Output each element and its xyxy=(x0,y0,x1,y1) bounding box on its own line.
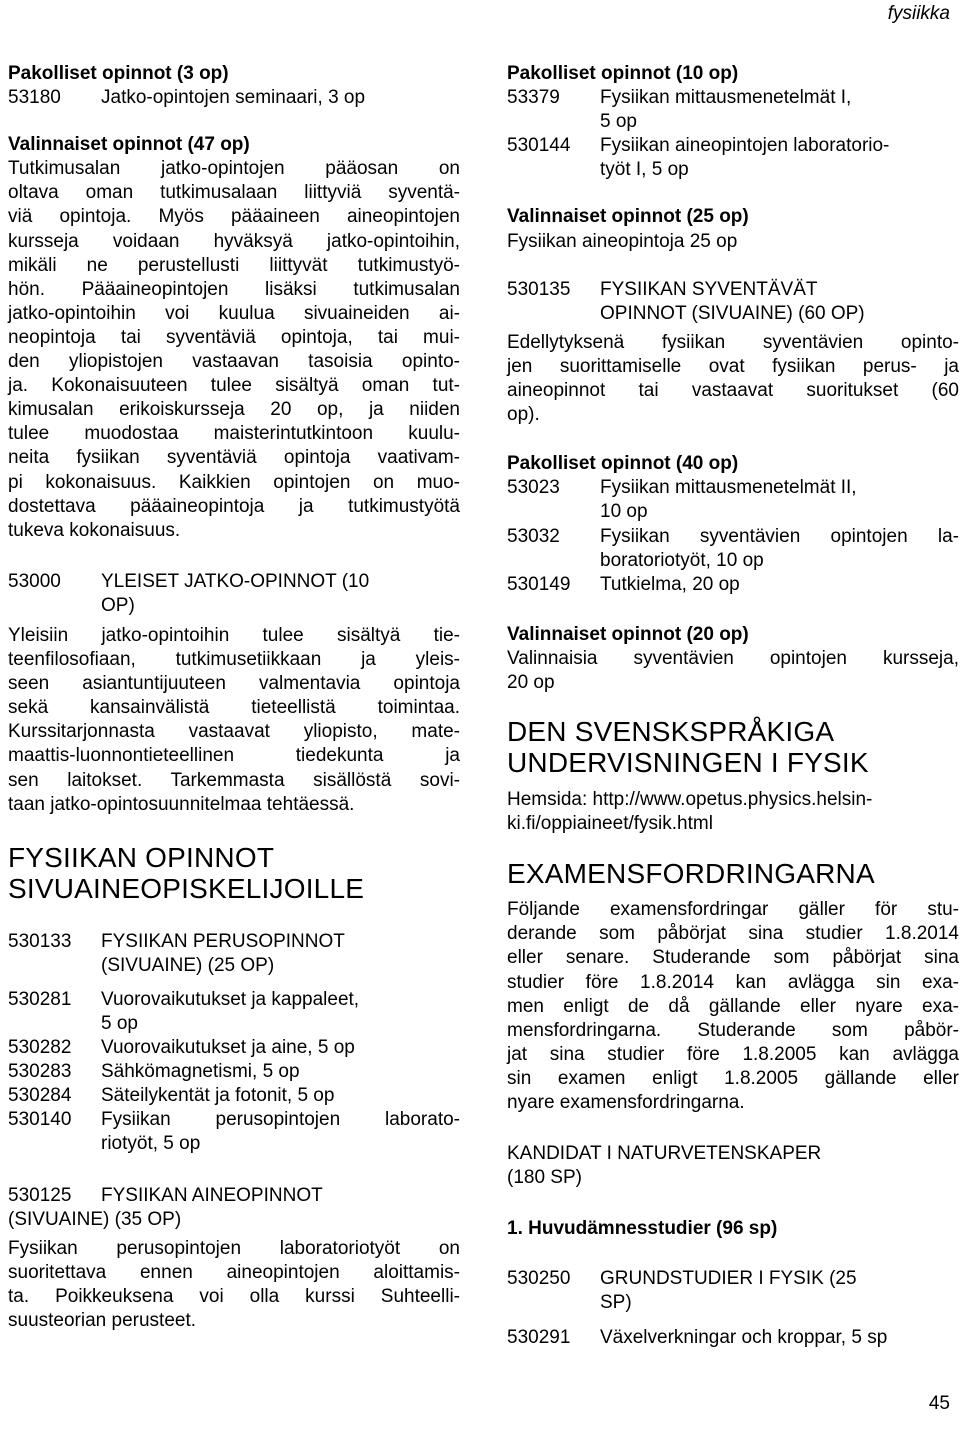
course-code: 530125 xyxy=(8,1184,72,1206)
text-line: neita fysiikan syventäviä opintoja vaativam- xyxy=(8,447,460,469)
course-title-line: Fysiikan aineopintojen laboratorio- xyxy=(600,135,890,157)
course-title-line: boratoriotyöt, 10 op xyxy=(600,549,764,571)
section-mandatory-studies xyxy=(507,62,959,182)
course-title-line: Fysiikan syventävien opintojen la- xyxy=(600,525,959,547)
text-line: pi kokonaisuus. Kaikkien opintojen on muo- xyxy=(8,471,460,493)
course-name: Växelverkningar och kroppar, 5 sp xyxy=(600,1326,888,1348)
course-title-line: (SIVUAINE) (35 OP) xyxy=(8,1208,182,1230)
course-name: Jatko-opintojen seminaari, 3 op xyxy=(101,87,366,109)
main-heading xyxy=(8,842,460,904)
text-line: tulee muodostaa maisterintutkintoon kuulu- xyxy=(8,423,460,445)
course-row xyxy=(8,1084,460,1108)
paragraph xyxy=(507,898,959,1115)
course-title-line: Fysiikan mittausmenetelmät I, xyxy=(600,87,852,109)
text-line: mikäli ne perustellusti liittyvät tutkimustyö- xyxy=(8,254,460,276)
course-title-line: Fysiikan perusopintojen laborato- xyxy=(101,1109,460,1131)
section-title: Valinnaiset opinnot (20 op) xyxy=(507,623,749,645)
text-line: jatko-opintoihin voi kuulua sivuaineiden ai- xyxy=(8,302,460,324)
course-row xyxy=(507,86,959,134)
text-line: suoritettava ennen aineopintojen aloittamis- xyxy=(8,1261,460,1283)
course-code: 530282 xyxy=(8,1037,72,1059)
course-row xyxy=(8,86,460,110)
course-row xyxy=(507,1326,959,1350)
course-code: 53379 xyxy=(507,87,560,109)
course-name: Vuorovaikutukset ja aine, 5 op xyxy=(101,1037,355,1059)
course-name: Sähkömagnetismi, 5 op xyxy=(101,1061,300,1083)
course-code: 53032 xyxy=(507,525,560,547)
section-bachelor-degree xyxy=(507,1142,959,1190)
course-code: 530135 xyxy=(507,278,571,300)
section-heading xyxy=(8,570,460,618)
course-code: 530149 xyxy=(507,573,571,595)
section-elective-studies xyxy=(507,205,959,253)
text-line: Valinnaisia syventävien opintojen kursseja, xyxy=(507,647,959,669)
course-row xyxy=(8,1060,460,1084)
course-title-line: Vuorovaikutukset ja kappaleet, xyxy=(101,988,360,1010)
course-code: 53000 xyxy=(8,570,61,592)
course-name: Tutkielma, 20 op xyxy=(600,573,740,595)
heading-line: FYSIIKAN OPINNOT xyxy=(8,841,275,873)
section-elective-advanced xyxy=(507,623,959,695)
text-line: ki.fi/oppiaineet/fysik.html xyxy=(507,813,713,835)
text-line: 20 op xyxy=(507,671,555,693)
course-title-line: GRUNDSTUDIER I FYSIK (25 xyxy=(600,1268,857,1290)
text-line: sin examen enligt 1.8.2005 gällande eller xyxy=(507,1067,959,1089)
course-row xyxy=(8,930,460,978)
section-mandatory-advanced xyxy=(507,452,959,597)
section-title: Pakolliset opinnot (3 op) xyxy=(8,63,229,84)
course-title-line: SP) xyxy=(600,1292,632,1314)
text-line: tukeva kokonaisuus. xyxy=(8,519,181,541)
section-title: Pakolliset opinnot (10 op) xyxy=(507,63,739,84)
course-title-line: OPINNOT (SIVUAINE) (60 OP) xyxy=(600,302,865,324)
text-line: suusteorian perusteet. xyxy=(8,1310,197,1332)
section-heading xyxy=(507,278,959,326)
text-line: neopintoja tai syventäviä opintoja, tai mui- xyxy=(8,326,460,348)
text-line: sekä kansainvälistä tieteellistä toimintaa. xyxy=(8,697,460,719)
course-title-line: (SIVUAINE) (25 OP) xyxy=(101,954,275,976)
left-column xyxy=(8,62,460,1333)
text-line: mensfordringarna. Studerande som påbör- xyxy=(507,1019,959,1041)
text-line: eller senare. Studerande som påbörjat sina xyxy=(507,947,959,969)
text-line: kursseja voidaan hyväksyä jatko-opintoihin, xyxy=(8,230,460,252)
heading-line: UNDERVISNINGEN I FYSIK xyxy=(507,747,869,779)
degree-title-line: KANDIDAT I NATURVETENSKAPER xyxy=(507,1143,822,1165)
page-number: 45 xyxy=(928,1393,950,1414)
text-line: studier före 1.8.2014 kan avlägga sin exa- xyxy=(507,971,959,993)
section-elective-studies xyxy=(8,133,460,543)
course-row xyxy=(507,134,959,182)
section-swedish-teaching xyxy=(507,716,959,836)
section-title: Pakolliset opinnot (40 op) xyxy=(507,453,739,475)
text-line: aineopinnot tai vastaavat suoritukset (60 xyxy=(507,380,959,402)
text-line: op). xyxy=(507,404,540,426)
course-title-line: Fysiikan mittausmenetelmät II, xyxy=(600,477,857,499)
section-title: 1. Huvudämnesstudier (96 sp) xyxy=(507,1218,778,1240)
course-title-line: riotyöt, 5 op xyxy=(101,1133,201,1155)
section-title: Valinnaiset opinnot (47 op) xyxy=(8,134,250,156)
section-minor-physics xyxy=(8,842,460,1157)
text-line: men enligt de då gällande eller nyare exa- xyxy=(507,995,959,1017)
course-title-line: työt I, 5 op xyxy=(600,159,689,181)
text-line: teenfilosofiaan, tutkimusetiikkaan ja yleis- xyxy=(8,649,460,671)
course-row xyxy=(8,1108,460,1156)
homepage-link[interactable] xyxy=(507,788,959,836)
text-line: maattis-luonnontieteellinen tiedekunta ja xyxy=(8,745,460,767)
course-code: 53023 xyxy=(507,477,560,499)
section-minor-intermediate xyxy=(8,1184,460,1334)
section-advanced-studies xyxy=(507,278,959,428)
course-row xyxy=(507,525,959,573)
course-title-line: 5 op xyxy=(600,111,637,133)
text-line: Kurssitarjonnasta vastaavat yliopisto, mate- xyxy=(8,721,460,743)
course-list xyxy=(8,930,460,1157)
text-line: hön. Pääaineopintojen lisäksi tutkimusalan xyxy=(8,278,460,300)
paragraph xyxy=(507,331,959,427)
course-title-line: YLEISET JATKO-OPINNOT (10 xyxy=(101,570,370,592)
text-line: jen suorittamiselle ovat fysiikan perus- ja xyxy=(507,355,959,377)
text-line: oltava oman tutkimusalaan liittyviä syventä- xyxy=(8,182,460,204)
section-heading xyxy=(8,1184,460,1208)
paragraph xyxy=(8,157,460,543)
course-code: 530283 xyxy=(8,1061,72,1083)
course-code: 530281 xyxy=(8,988,72,1010)
text-line: nyare examensfordringarna. xyxy=(507,1092,745,1113)
course-title-line: 10 op xyxy=(600,501,648,523)
heading-line: SIVUAINEOPISKELIJOILLE xyxy=(8,872,365,904)
section-mandatory-studies xyxy=(8,62,460,110)
course-code: 530144 xyxy=(507,135,571,157)
course-code: 530291 xyxy=(507,1326,571,1348)
course-row xyxy=(8,988,460,1036)
text-line: Edellytyksenä fysiikan syventävien opinto- xyxy=(507,331,959,353)
text-line: dostettava pääaineopintoja ja tutkimustyötä xyxy=(8,495,460,517)
main-heading: EXAMENSFORDRINGARNA xyxy=(507,858,875,890)
text-line: ta. Poikkeuksena voi olla kurssi Suhteelli- xyxy=(8,1285,460,1307)
course-code: 53180 xyxy=(8,87,61,109)
course-row xyxy=(507,476,959,524)
text-line: taan jatko-opintosuunnitelmaa tehtäessä. xyxy=(8,793,355,815)
text-line: Fysiikan aineopintoja 25 op xyxy=(507,230,738,252)
text-line: viä opintoja. Myös pääaineen aineopintojen xyxy=(8,206,460,228)
text-line: Fysiikan perusopintojen laboratoriotyöt on xyxy=(8,1237,460,1259)
course-title-line: FYSIIKAN PERUSOPINNOT xyxy=(101,930,345,952)
text-line: Yleisiin jatko-opintoihin tulee sisältyä tie- xyxy=(8,624,460,646)
text-line: seen asiantuntijuuteen valmentavia opintoja xyxy=(8,673,460,695)
text-line: jat sina studier före 1.8.2005 kan avlägga xyxy=(507,1043,959,1065)
main-heading xyxy=(507,716,959,778)
text-line: Följande examensfordringar gäller för stu- xyxy=(507,899,959,921)
text-line: Tutkimusalan jatko-opintojen pääosan on xyxy=(8,158,460,180)
course-code: 530250 xyxy=(507,1268,571,1290)
text-line: kimusalan erikoiskursseja 20 op, ja niiden xyxy=(8,399,460,421)
course-row xyxy=(507,573,959,597)
course-name: Säteilykentät ja fotonit, 5 op xyxy=(101,1085,335,1107)
heading-line: DEN SVENSKSPRÅKIGA xyxy=(507,716,835,748)
course-code: 530284 xyxy=(8,1085,72,1107)
course-row xyxy=(8,1036,460,1060)
text-line: sen laitokset. Tarkemmasta sisällöstä sovi- xyxy=(8,769,460,791)
text-line: ja. Kokonaisuuteen tulee sisältyä oman tut- xyxy=(8,375,460,397)
course-code: 530133 xyxy=(8,930,72,952)
text-line: den yliopistojen vastaavan tasoisia opinto- xyxy=(8,351,460,373)
section-general-postgrad xyxy=(8,570,460,817)
course-row xyxy=(507,1267,959,1315)
course-code: 530140 xyxy=(8,1109,72,1131)
course-title-line: FYSIIKAN SYVENTÄVÄT xyxy=(600,278,818,300)
paragraph xyxy=(8,1237,460,1333)
paragraph xyxy=(8,624,460,817)
right-column xyxy=(507,62,959,1350)
text-line: Hemsida: http://www.opetus.physics.helsin- xyxy=(507,789,873,811)
course-title-line: OP) xyxy=(101,594,135,616)
degree-title-line: (180 SP) xyxy=(507,1167,582,1189)
section-major-studies xyxy=(507,1217,959,1241)
course-title-line: FYSIIKAN AINEOPINNOT xyxy=(101,1184,323,1206)
text-line: derande som påbörjat sina studier 1.8.2014 xyxy=(507,923,959,945)
section-title: Valinnaiset opinnot (25 op) xyxy=(507,206,749,228)
course-title-line: 5 op xyxy=(101,1013,138,1034)
section-exam-requirements xyxy=(507,858,959,1115)
running-header: fysiikka xyxy=(887,3,950,24)
section-basic-studies xyxy=(507,1267,959,1349)
